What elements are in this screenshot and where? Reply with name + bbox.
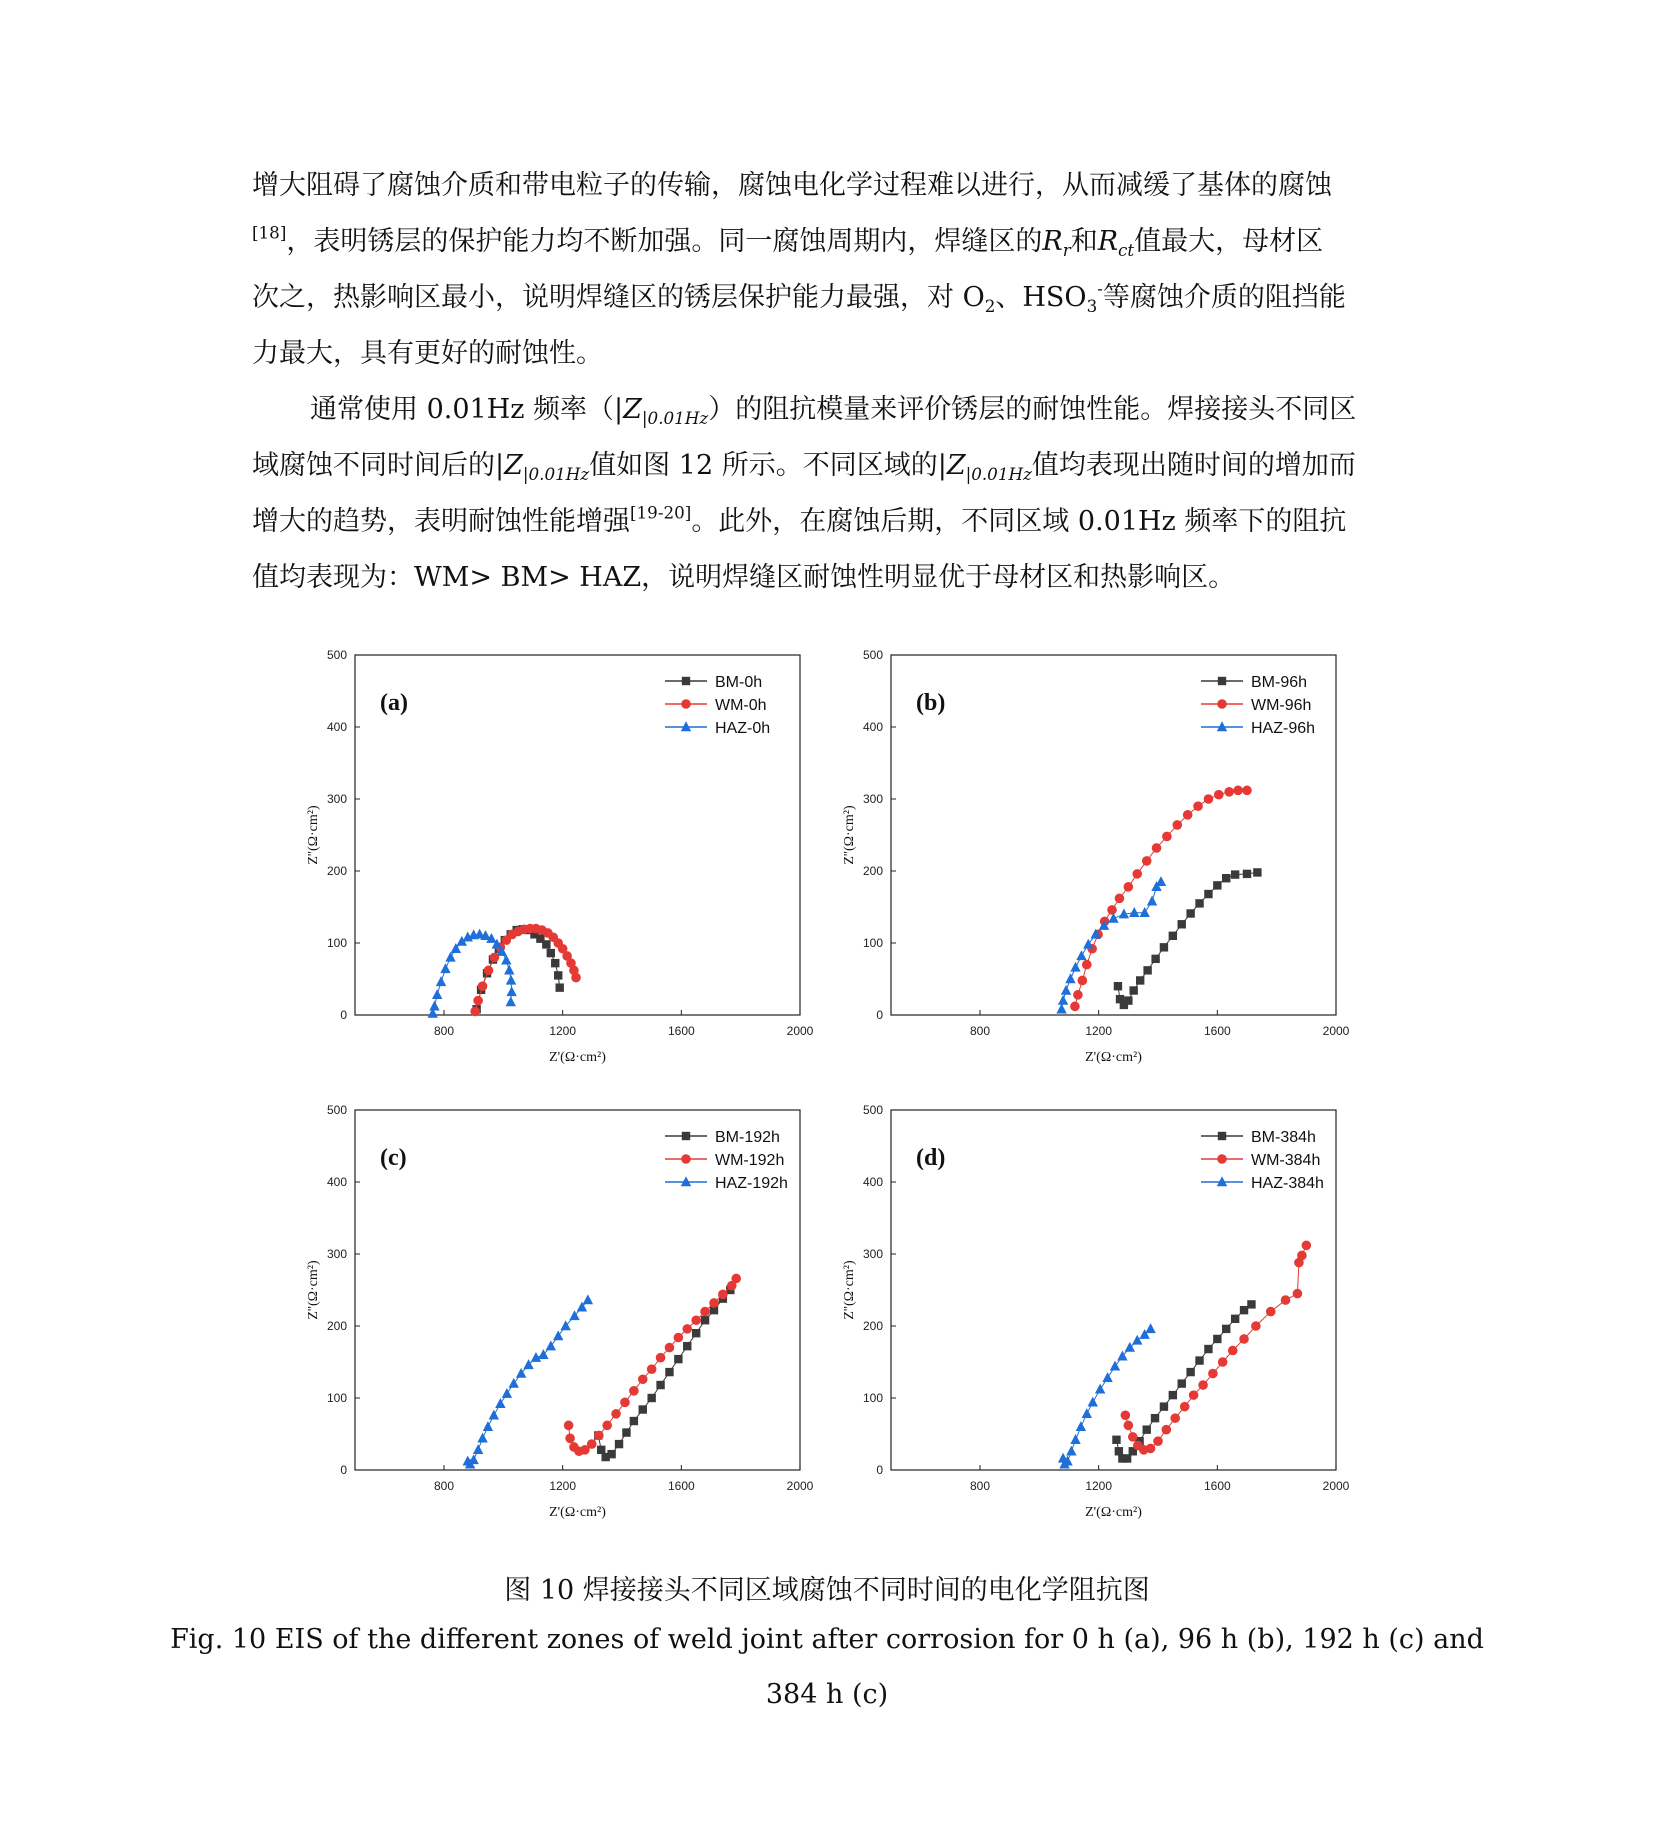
eis-chart-a <box>290 640 830 1070</box>
data-point <box>630 1417 638 1425</box>
panel-label: (d) <box>916 1145 946 1171</box>
legend-label: HAZ-192h <box>715 1175 788 1192</box>
y-tick-label: 0 <box>876 1463 883 1477</box>
eis-chart-d <box>826 1095 1366 1525</box>
data-point <box>607 1450 615 1458</box>
series-line <box>1075 790 1247 1006</box>
data-point <box>502 1388 512 1398</box>
data-point <box>665 1343 675 1353</box>
data-point <box>436 976 446 986</box>
data-point <box>1213 1335 1221 1343</box>
data-point <box>1186 1368 1194 1376</box>
legend-label: BM-192h <box>715 1129 780 1146</box>
data-point <box>602 1421 612 1431</box>
data-point <box>587 1439 597 1449</box>
data-point <box>1172 820 1182 830</box>
data-point <box>564 1421 574 1431</box>
x-tick-label: 1200 <box>549 1479 577 1493</box>
paragraph-line: 增大的趋势，表明耐蚀性能增强[19-20]。此外，在腐蚀后期，不同区域 0.01Hz 频率下的阻抗 <box>252 502 1347 537</box>
y-tick-label: 400 <box>862 720 883 734</box>
data-point <box>1186 909 1194 917</box>
data-point <box>1204 890 1212 898</box>
data-point <box>1228 1346 1238 1356</box>
y-tick-label: 0 <box>340 1463 347 1477</box>
x-tick-label: 800 <box>433 1024 455 1038</box>
y-tick-label: 300 <box>862 792 883 806</box>
eis-chart-c <box>290 1095 830 1525</box>
data-point <box>1247 1300 1255 1308</box>
y-tick-label: 300 <box>326 1247 347 1261</box>
data-point <box>1136 976 1144 984</box>
body-paragraph-1 <box>252 158 1412 382</box>
data-point <box>1143 966 1151 974</box>
data-point <box>1076 1421 1086 1431</box>
legend-label: HAZ-96h <box>1251 720 1316 737</box>
x-axis-label: Z'(Ω·cm²) <box>1085 1050 1142 1065</box>
data-point <box>1070 962 1080 972</box>
data-point <box>611 1409 621 1419</box>
data-point <box>1222 1325 1230 1333</box>
data-point <box>547 949 555 957</box>
x-tick-label: 2000 <box>1322 1024 1350 1038</box>
data-point <box>700 1307 710 1317</box>
legend-marker <box>681 699 691 709</box>
data-point <box>1240 1306 1248 1314</box>
y-tick-label: 0 <box>876 1008 883 1022</box>
data-point <box>1143 1425 1151 1433</box>
data-point <box>1160 943 1168 951</box>
data-point <box>1088 1397 1098 1407</box>
x-axis-label: Z'(Ω·cm²) <box>549 1050 606 1065</box>
data-point <box>1243 870 1251 878</box>
body-paragraph-2 <box>252 382 1412 606</box>
data-point <box>556 983 564 991</box>
legend-label: BM-96h <box>1251 674 1308 691</box>
data-point <box>718 1290 728 1300</box>
data-point <box>1195 899 1203 907</box>
data-point <box>1193 801 1203 811</box>
data-point <box>692 1329 700 1337</box>
legend-marker <box>682 677 690 685</box>
data-point <box>501 955 511 965</box>
data-point <box>1115 1447 1123 1455</box>
data-point <box>473 1444 483 1454</box>
data-point <box>1302 1241 1312 1251</box>
y-tick-label: 200 <box>862 1319 883 1333</box>
data-point <box>1124 882 1134 892</box>
data-point <box>1102 1372 1112 1382</box>
data-point <box>1061 985 1071 995</box>
data-point <box>1114 982 1122 990</box>
data-point <box>432 989 442 999</box>
y-axis-label: Z''(Ω·cm²) <box>306 1260 321 1320</box>
data-point <box>1297 1251 1307 1261</box>
data-point <box>1056 1004 1066 1014</box>
x-tick-label: 800 <box>433 1479 455 1493</box>
legend-marker <box>1217 1154 1227 1164</box>
data-point <box>1151 1414 1159 1422</box>
data-point <box>1214 790 1224 800</box>
data-point <box>506 986 516 996</box>
data-point <box>1065 973 1075 983</box>
series-bm <box>594 1286 734 1461</box>
data-point <box>638 1374 648 1384</box>
data-point <box>1213 881 1221 889</box>
data-point <box>1095 1384 1105 1394</box>
data-point <box>691 1315 701 1325</box>
data-point <box>1153 1436 1163 1446</box>
data-point <box>1082 1408 1092 1418</box>
legend-marker <box>1218 1132 1226 1140</box>
data-point <box>1124 1421 1134 1431</box>
x-tick-label: 2000 <box>1322 1479 1350 1493</box>
data-point <box>1132 869 1142 879</box>
y-axis-label: Z''(Ω·cm²) <box>306 805 321 865</box>
x-tick-label: 1600 <box>1203 1024 1231 1038</box>
data-point <box>1208 1369 1218 1379</box>
data-point <box>1128 1432 1138 1442</box>
figure-caption-en: Fig. 10 EIS of the different zones of weld joint after corrosion for 0 h (a), 96 h (b), 192 h (c) and <box>170 1624 1484 1655</box>
data-point <box>506 975 516 985</box>
data-point <box>477 1433 487 1443</box>
data-point <box>1076 950 1086 960</box>
panel-label: (c) <box>380 1145 407 1171</box>
data-point <box>639 1405 647 1413</box>
data-point <box>1218 1357 1228 1367</box>
paragraph-line: 域腐蚀不同时间后的$|Z_{|0.01Hz}$值如图 12 所示。不同区域的$|Z_{|0.01Hz}$值均表现出随时间的增加而 <box>252 450 1356 484</box>
series-bm <box>1114 868 1262 1009</box>
data-point <box>683 1342 691 1350</box>
series-line <box>1062 882 1161 1009</box>
x-tick-label: 1600 <box>667 1024 695 1038</box>
data-point <box>656 1353 666 1363</box>
panel-label: (b) <box>916 690 946 716</box>
x-tick-label: 2000 <box>786 1479 814 1493</box>
series-haz <box>1056 876 1166 1013</box>
data-point <box>1251 1321 1261 1331</box>
data-point <box>1152 843 1162 853</box>
y-tick-label: 500 <box>862 1103 883 1117</box>
data-point <box>1124 996 1132 1004</box>
y-tick-label: 500 <box>326 648 347 662</box>
y-axis-label: Z''(Ω·cm²) <box>842 805 857 865</box>
data-point <box>1066 1446 1076 1456</box>
data-point <box>620 1398 630 1408</box>
data-point <box>1121 1410 1131 1420</box>
data-point <box>1123 1454 1131 1462</box>
data-point <box>1151 955 1159 963</box>
x-tick-label: 1200 <box>1085 1024 1113 1038</box>
citation-ref: [18] <box>252 222 287 243</box>
data-point <box>1293 1289 1303 1299</box>
data-point <box>1204 794 1214 804</box>
data-point <box>440 963 450 973</box>
data-point <box>1129 986 1137 994</box>
data-point <box>1078 976 1088 986</box>
y-tick-label: 100 <box>326 936 347 950</box>
x-tick-label: 2000 <box>786 1024 814 1038</box>
y-tick-label: 400 <box>862 1175 883 1189</box>
data-point <box>1204 1345 1212 1353</box>
data-point <box>622 1428 630 1436</box>
data-point <box>506 996 516 1006</box>
data-point <box>1224 787 1234 797</box>
series-line <box>598 1290 730 1457</box>
data-point <box>483 1421 493 1431</box>
y-tick-label: 100 <box>326 1391 347 1405</box>
data-point <box>682 1324 692 1334</box>
y-tick-label: 300 <box>326 792 347 806</box>
data-point <box>674 1333 684 1343</box>
data-point <box>565 1434 575 1444</box>
data-point <box>1082 960 1092 970</box>
x-tick-label: 1600 <box>667 1479 695 1493</box>
data-point <box>473 996 483 1006</box>
data-point <box>1139 907 1149 917</box>
data-point <box>709 1298 719 1308</box>
y-tick-label: 100 <box>862 1391 883 1405</box>
legend-marker <box>681 1154 691 1164</box>
legend-label: BM-0h <box>715 674 763 691</box>
y-tick-label: 400 <box>326 1175 347 1189</box>
eis-chart-b <box>826 640 1366 1070</box>
x-tick-label: 1600 <box>1203 1479 1231 1493</box>
data-point <box>731 1274 741 1284</box>
data-point <box>1108 913 1118 923</box>
data-point <box>1160 1402 1168 1410</box>
legend-marker <box>1217 699 1227 709</box>
data-point <box>1231 870 1239 878</box>
data-point <box>1169 1391 1177 1399</box>
data-point <box>504 965 514 975</box>
paragraph-line: [18]，表明锈层的保护能力均不断加强。同一腐蚀周期内，焊缝区的$R_r$和$R_{ct}$值最大，母材区 <box>252 222 1324 260</box>
data-point <box>551 959 559 967</box>
paragraph-line: 通常使用 0.01Hz 频率$(|Z_{|0.01Hz})$的阻抗模量来评价锈层的耐蚀性能。焊接接头不同区 <box>310 394 1357 428</box>
data-point <box>1170 1413 1180 1423</box>
data-point <box>1281 1295 1291 1305</box>
data-point <box>629 1386 639 1396</box>
data-point <box>1112 1436 1120 1444</box>
figure-caption-cn: 图 10 焊接接头不同区域腐蚀不同时间的电化学阻抗图 <box>504 1575 1150 1606</box>
data-point <box>647 1364 657 1374</box>
data-point <box>701 1316 709 1324</box>
data-point <box>1107 905 1117 915</box>
paragraph-line: 增大阻碍了腐蚀介质和带电粒子的传输，腐蚀电化学过程难以进行，从而减缓了基体的腐蚀 <box>252 170 1332 201</box>
series-line <box>1118 872 1257 1004</box>
legend-label: HAZ-0h <box>715 720 771 737</box>
data-point <box>1142 856 1152 866</box>
data-point <box>478 981 488 991</box>
y-tick-label: 100 <box>862 936 883 950</box>
data-point <box>1073 990 1083 1000</box>
data-point <box>1183 810 1193 820</box>
data-point <box>1145 1323 1155 1333</box>
paragraph-line: 力最大，具有更好的耐蚀性。 <box>252 338 603 369</box>
data-point <box>1070 1434 1080 1444</box>
data-point <box>674 1355 682 1363</box>
data-point <box>554 971 562 979</box>
data-point <box>470 1007 480 1017</box>
data-point <box>1070 1002 1080 1012</box>
data-point <box>1162 1425 1172 1435</box>
legend-marker <box>682 1132 690 1140</box>
data-point <box>1169 932 1177 940</box>
data-point <box>489 1410 499 1420</box>
paragraph-line: 次之，热影响区最小，说明焊缝区的锈层保护能力最强，对 $O_2$、$HSO_3^-$等腐蚀介质的阻挡能 <box>252 278 1346 316</box>
y-tick-label: 200 <box>862 864 883 878</box>
x-axis-label: Z'(Ω·cm²) <box>1085 1505 1142 1520</box>
paragraph-line: 值均表现为：WM> BM> HAZ，说明焊缝区耐蚀性明显优于母材区和热影响区。 <box>252 562 1236 593</box>
data-point <box>1180 1402 1190 1412</box>
y-tick-label: 0 <box>340 1008 347 1022</box>
y-tick-label: 400 <box>326 720 347 734</box>
x-axis-label: Z'(Ω·cm²) <box>549 1505 606 1520</box>
legend-label: WM-384h <box>1251 1152 1321 1169</box>
data-point <box>1198 1380 1208 1390</box>
data-point <box>1242 786 1252 796</box>
x-tick-label: 1200 <box>549 1024 577 1038</box>
data-point <box>1146 1444 1156 1454</box>
data-point <box>445 952 455 962</box>
data-point <box>484 966 494 976</box>
data-point <box>615 1440 623 1448</box>
y-tick-label: 200 <box>326 864 347 878</box>
data-point <box>1253 868 1261 876</box>
legend-label: WM-192h <box>715 1152 785 1169</box>
figure-caption-en-line2: 384 h (c) <box>765 1679 889 1710</box>
x-tick-label: 800 <box>969 1024 991 1038</box>
data-point <box>1222 874 1230 882</box>
series-wm <box>1070 786 1252 1012</box>
data-point <box>1058 995 1068 1005</box>
data-point <box>1156 876 1166 886</box>
y-tick-label: 300 <box>862 1247 883 1261</box>
data-point <box>656 1381 664 1389</box>
data-point <box>1129 907 1139 917</box>
legend-label: WM-0h <box>715 697 767 714</box>
data-point <box>1178 1379 1186 1387</box>
y-tick-label: 500 <box>862 648 883 662</box>
data-point <box>647 1394 655 1402</box>
data-point <box>1239 1334 1249 1344</box>
x-tick-label: 800 <box>969 1479 991 1493</box>
data-point <box>495 1398 505 1408</box>
data-point <box>597 1446 605 1454</box>
data-point <box>1189 1390 1199 1400</box>
data-point <box>1233 786 1243 796</box>
legend-label: BM-384h <box>1251 1129 1316 1146</box>
data-point <box>1195 1356 1203 1364</box>
citation-ref: [19-20] <box>630 502 692 523</box>
panel-label: (a) <box>380 690 408 716</box>
y-tick-label: 500 <box>326 1103 347 1117</box>
y-axis-label: Z''(Ω·cm²) <box>842 1260 857 1320</box>
x-tick-label: 1200 <box>1085 1479 1113 1493</box>
data-point <box>1178 920 1186 928</box>
data-point <box>1231 1315 1239 1323</box>
series-wm <box>1121 1241 1312 1455</box>
data-point <box>594 1431 604 1441</box>
data-point <box>665 1368 673 1376</box>
data-point <box>1162 832 1172 842</box>
data-point <box>1147 896 1157 906</box>
data-point <box>1115 894 1125 904</box>
data-point <box>583 1294 593 1304</box>
legend-marker <box>1218 677 1226 685</box>
legend-label: WM-96h <box>1251 697 1312 714</box>
data-point <box>429 1001 439 1011</box>
data-point <box>1266 1307 1276 1317</box>
y-tick-label: 200 <box>326 1319 347 1333</box>
legend-label: HAZ-384h <box>1251 1175 1324 1192</box>
